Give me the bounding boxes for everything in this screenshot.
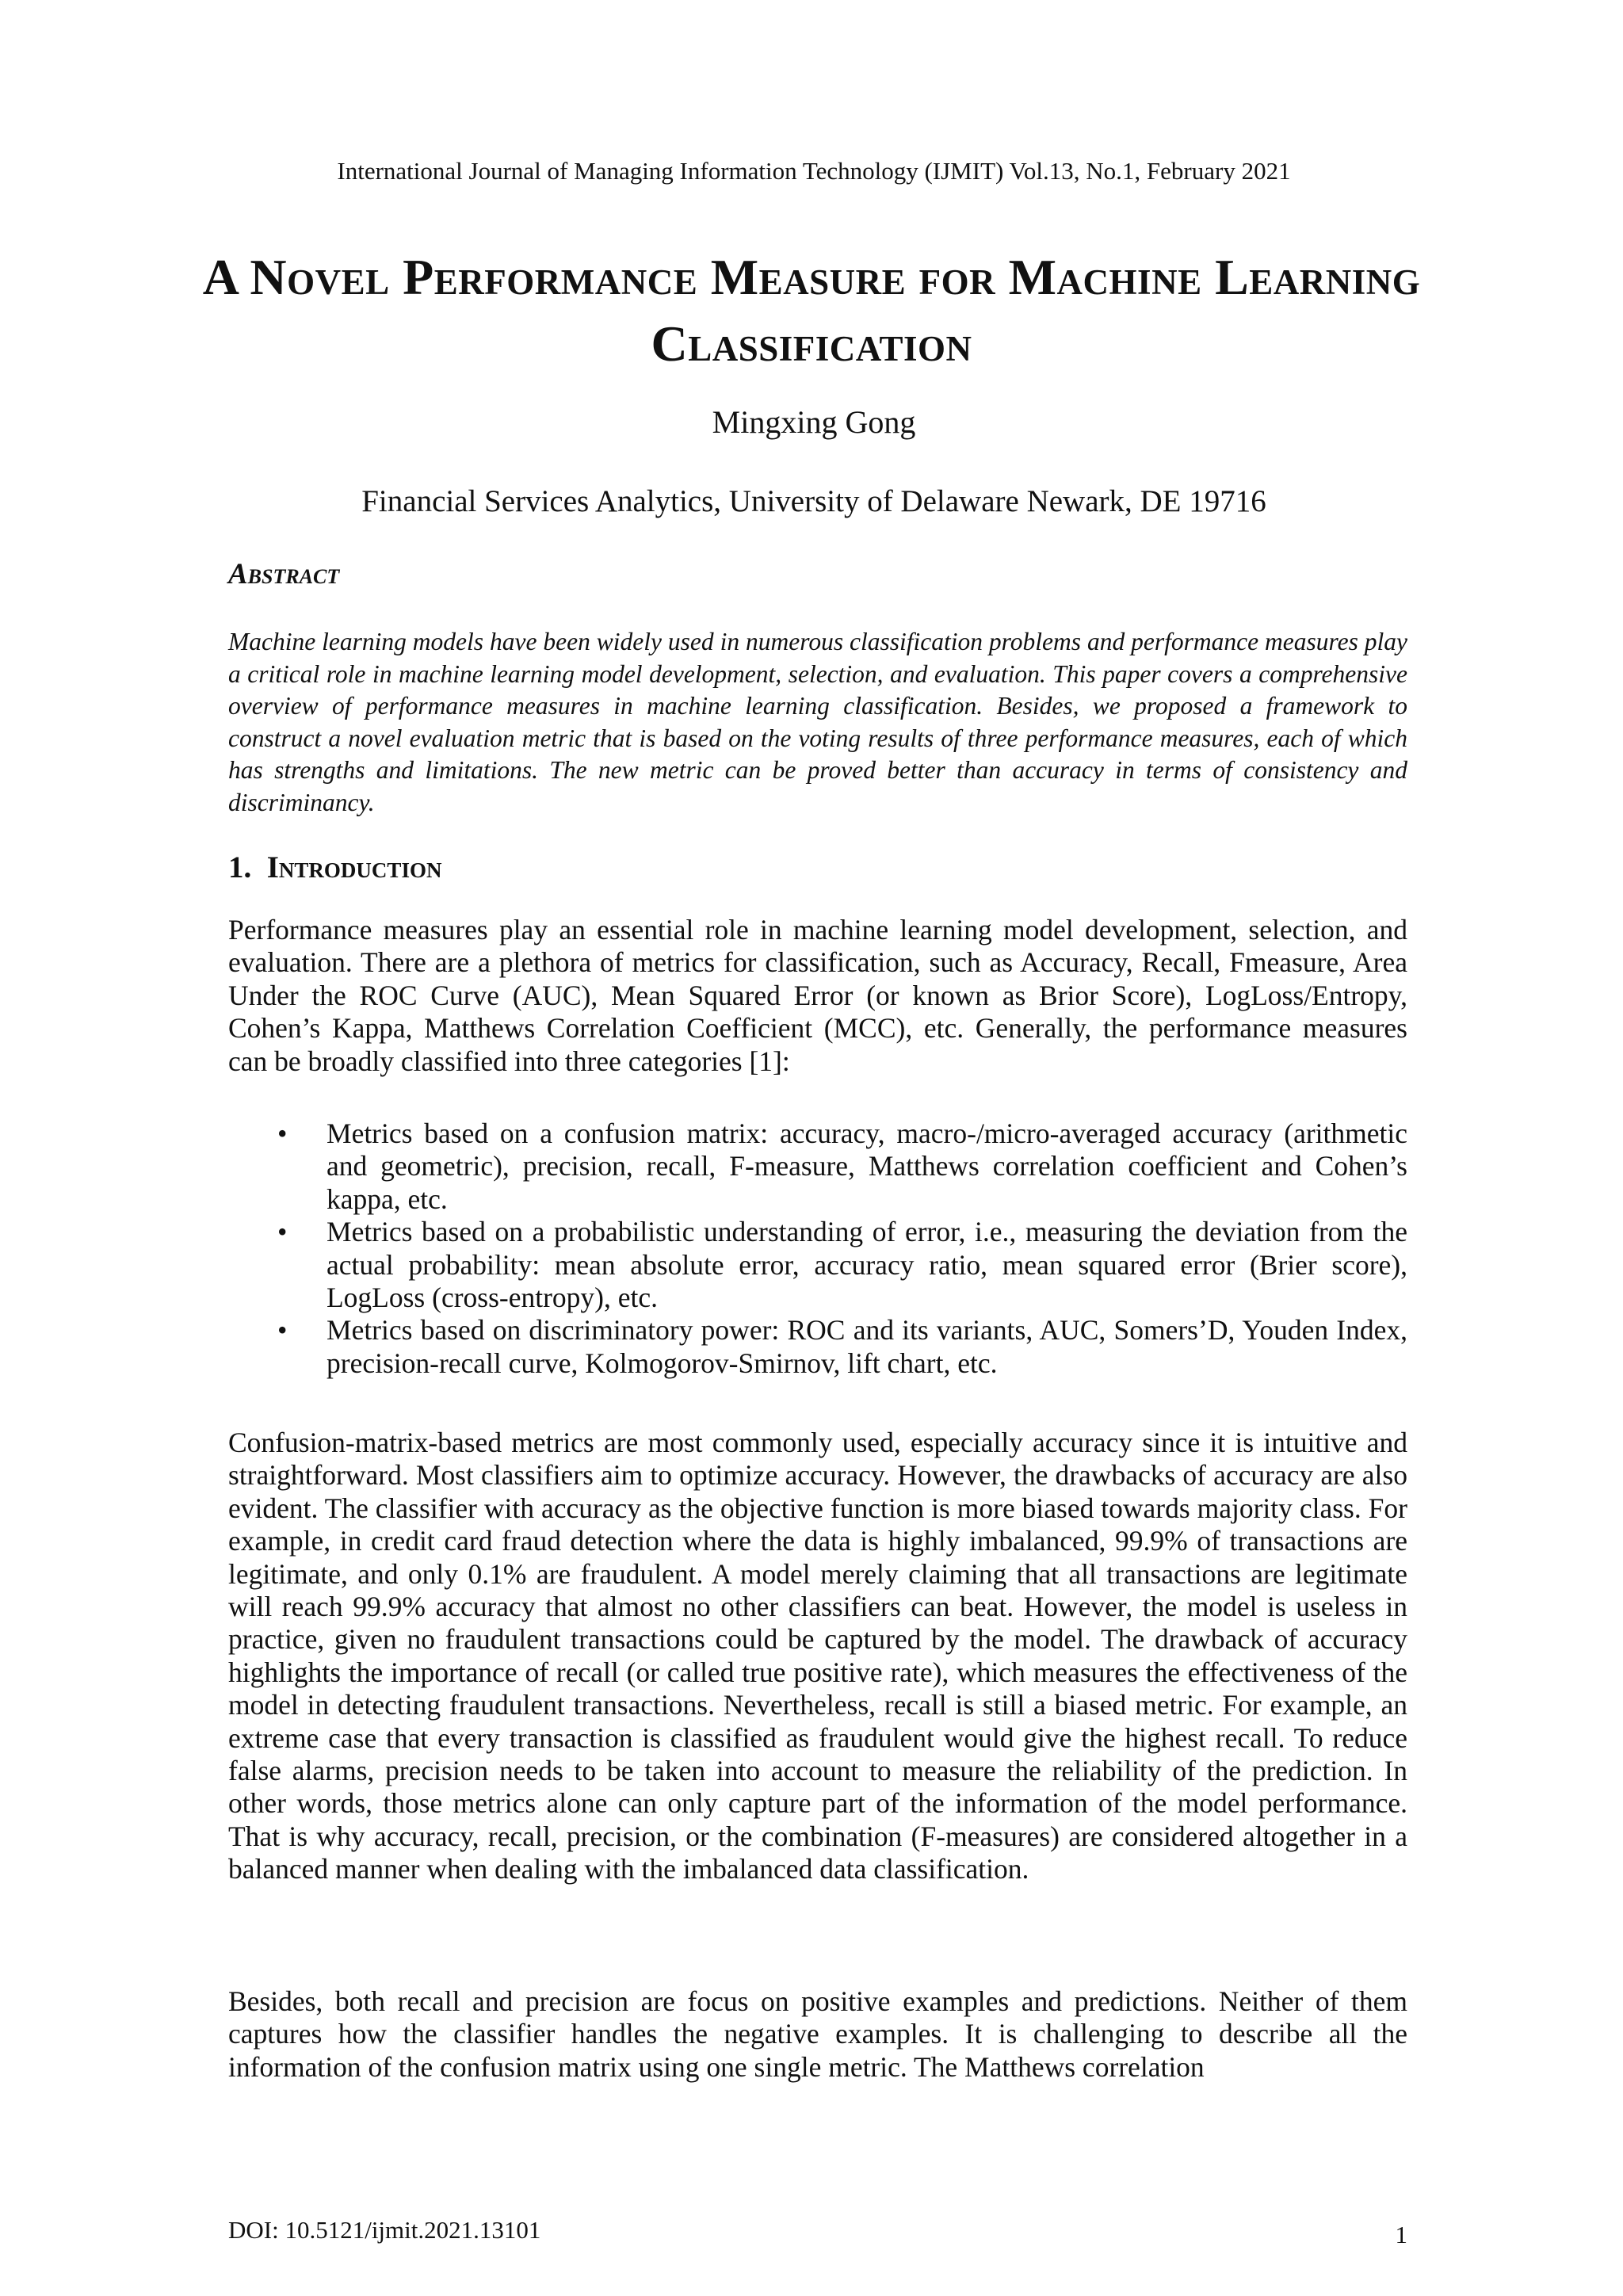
running-header: International Journal of Managing Information Technology (IJMIT) Vol.13, No.1, February 2021 [337,157,1291,185]
list-item [228,1314,1407,1380]
footer-doi: DOI: 10.5121/ijmit.2021.13101 [228,2216,541,2244]
page-number: 1 [1395,2221,1407,2248]
list-item-text: Metrics based on a probabilistic understanding of error, i.e., measuring the deviation from the actual probability: mean absolute error, accuracy ratio, mean squared error (Brier score), LogLoss (cross-entropy), etc. [327,1216,1407,1314]
intro-paragraph-2: Confusion-matrix-based metrics are most commonly used, especially accuracy since it is intuitive and straightforward. Most classifiers aim to optimize accuracy. However, the drawbacks of accuracy are also evident. The classifier with accuracy as the objective function is more biased towards majority class. For example, in credit card fraud detection where the data is highly imbalanced, 99.9% of transactions are legitimate, and only 0.1% are fraudulent. A model merely claiming that all transactions are legitimate will reach 99.9% accuracy that almost no other classifiers can beat. However, the model is useless in practice, given no fraudulent transactions could be captured by the model. The drawback of accuracy highlights the importance of recall (or called true positive rate), which measures the effectiveness of the model in detecting fraudulent transactions. Nevertheless, recall is still a biased metric. For example, an extreme case that every transaction is classified as fraudulent would give the highest recall. To reduce false alarms, precision needs to be taken into account to measure the reliability of the prediction. In other words, those metrics alone can only capture part of the information of the model performance. That is why accuracy, recall, precision, or the combination (F-measures) are considered altogether in a balanced manner when dealing with the imbalanced data classification. [228,1427,1407,1885]
list-item-text: Metrics based on discriminatory power: ROC and its variants, AUC, Somers’D, Youden Index, precision-recall curve, Kolmogorov-Smirnov, lift chart, etc. [327,1314,1407,1379]
intro-paragraph-3: Besides, both recall and precision are focus on positive examples and predictions. Neither of them captures how the classifier handles the negative examples. It is challenging to describe all the information of the confusion matrix using one single metric. The Matthews correlation [228,1985,1407,2083]
paper-title: A Novel Performance Measure for Machine Learning Classification [202,249,1421,372]
bullet-icon: • [277,1314,288,1347]
abstract-text: Machine learning models have been widely used in numerous classification problems and performance measures play a critical role in machine learning model development, selection, and evaluation. This paper covers a comprehensive overview of performance measures in machine learning classification. Besides, we proposed a framework to construct a novel evaluation metric that is based on the voting results of three performance measures, each of which has strengths and limitations. The new metric can be proved better than accuracy in terms of consistency and discriminancy. [228,628,1407,816]
metric-categories-list [228,1117,1407,1380]
section-title: Introduction [266,850,442,884]
bullet-icon: • [277,1216,288,1248]
author-name: Mingxing Gong [712,404,916,440]
list-item [228,1216,1407,1314]
list-item [228,1117,1407,1216]
bullet-icon: • [277,1117,288,1149]
author-affiliation: Financial Services Analytics, University of Delaware Newark, DE 19716 [361,484,1266,518]
list-item-text: Metrics based on a confusion matrix: accuracy, macro-/micro-averaged accuracy (arithmetic and geometric), precision, recall, F-measure, Matthews correlation coefficient and Cohen’s kappa, etc. [327,1117,1407,1215]
intro-paragraph-1: Performance measures play an essential role in machine learning model development, selection, and evaluation. There are a plethora of metrics for classification, such as Accuracy, Recall, Fmeasure, Area Under the ROC Curve (AUC), Mean Squared Error (or known as Brior Score), LogLoss/Entropy, Cohen’s Kappa, Matthews Correlation Coefficient (MCC), etc. Generally, the performance measures can be broadly classified into three categories [1]: [228,914,1407,1077]
section-heading-introduction [228,848,441,888]
section-number: 1. [228,850,252,884]
abstract-heading: Abstract [228,558,340,590]
